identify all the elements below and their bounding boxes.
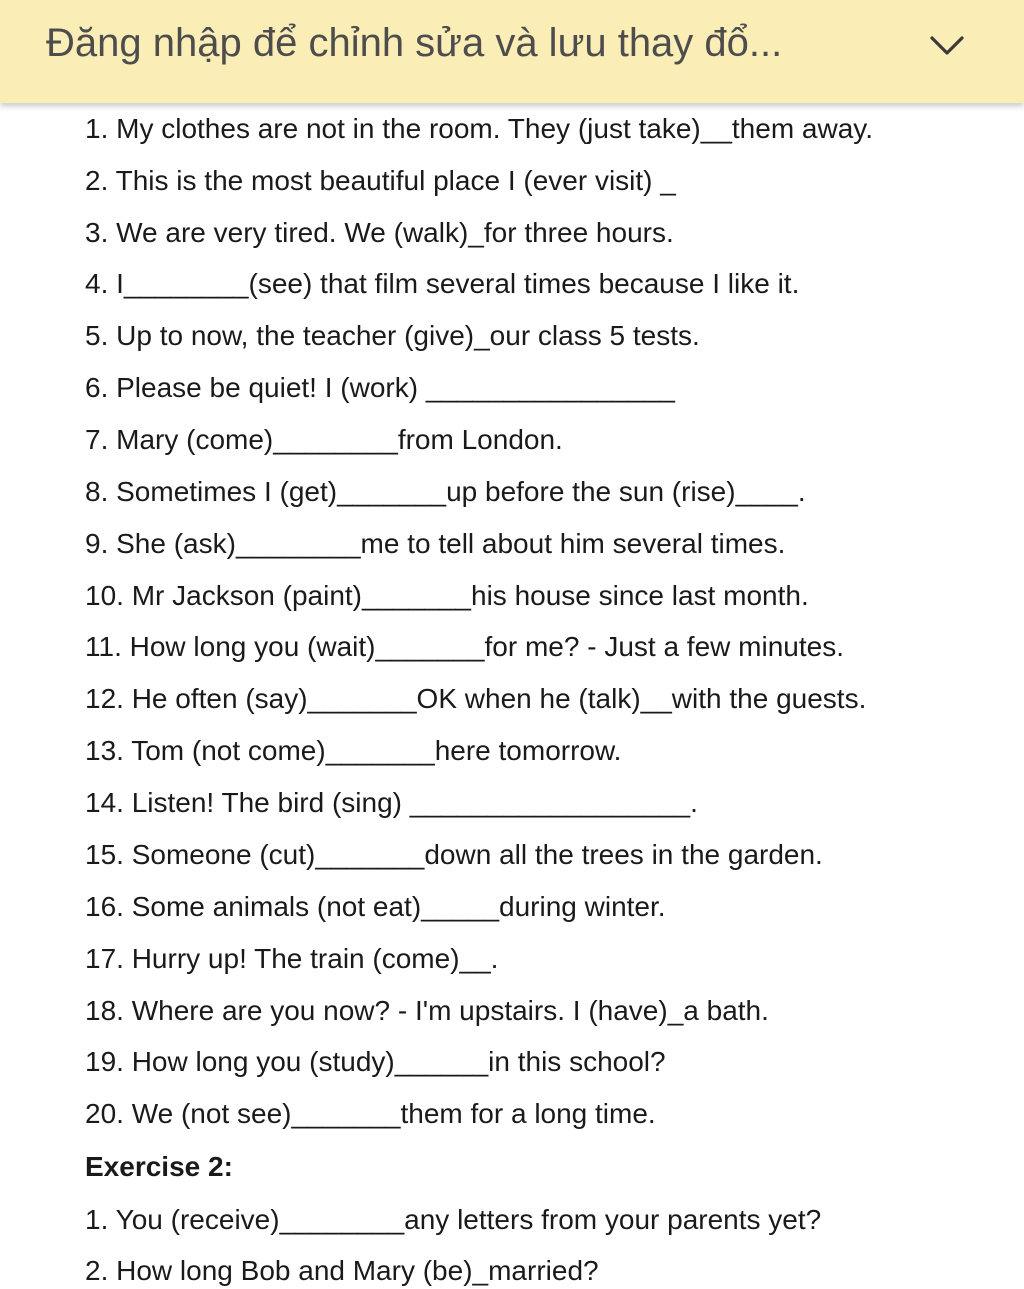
exercise-line: 9. She (ask)________me to tell about him several times. xyxy=(85,528,786,559)
exercise-line: 15. Someone (cut)_______down all the trees in the garden. xyxy=(85,839,823,870)
exercise-2-heading: Exercise 2: xyxy=(85,1151,233,1182)
exercise-line: 7. Mary (come)________from London. xyxy=(85,424,563,455)
exercise-line: 20. We (not see)_______them for a long time. xyxy=(85,1098,656,1129)
exercise-line: 18. Where are you now? - I'm upstairs. I (have)_a bath. xyxy=(85,995,769,1026)
login-banner[interactable] xyxy=(0,0,1024,103)
exercise-line: 1. You (receive)________any letters from your parents yet? xyxy=(85,1204,822,1235)
exercise-line: 19. How long you (study)______in this school? xyxy=(85,1046,666,1077)
exercise-line: 17. Hurry up! The train (come)__. xyxy=(85,943,499,974)
exercise-line: 1. My clothes are not in the room. They (just take)__them away. xyxy=(85,113,873,144)
chevron-down-icon[interactable] xyxy=(926,28,968,62)
exercise-line: 8. Sometimes I (get)_______up before the sun (rise)____. xyxy=(85,476,806,507)
exercise-line: 12. He often (say)_______OK when he (talk)__with the guests. xyxy=(85,683,867,714)
exercise-line: 13. Tom (not come)_______here tomorrow. xyxy=(85,735,622,766)
exercise-line: 11. How long you (wait)_______for me? - Just a few minutes. xyxy=(85,631,844,662)
exercise-line: 10. Mr Jackson (paint)_______his house since last month. xyxy=(85,580,809,611)
banner-title: Đăng nhập để chỉnh sửa và lưu thay đổ... xyxy=(46,21,783,65)
exercise-line: 2. How long Bob and Mary (be)_married? xyxy=(85,1255,599,1286)
exercise-line: 5. Up to now, the teacher (give)_our class 5 tests. xyxy=(85,320,700,351)
exercise-line: 16. Some animals (not eat)_____during winter. xyxy=(85,891,666,922)
exercise-line: 3. We are very tired. We (walk)_for three hours. xyxy=(85,217,674,248)
exercise-line: 2. This is the most beautiful place I (ever visit) _ xyxy=(85,165,676,196)
exercise-line: 6. Please be quiet! I (work) ________________ xyxy=(85,372,675,403)
exercise-line: 14. Listen! The bird (sing) __________________. xyxy=(85,787,698,818)
exercise-line: 4. I________(see) that film several times because I like it. xyxy=(85,268,800,299)
